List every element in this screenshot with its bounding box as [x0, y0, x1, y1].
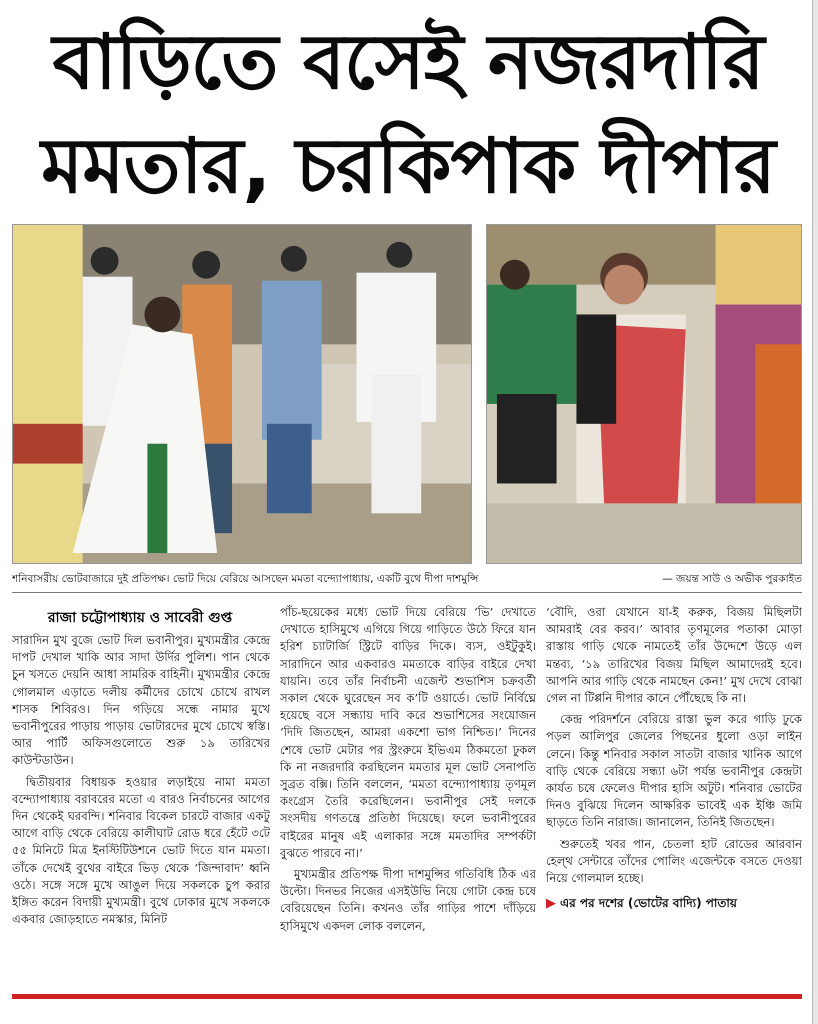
headline-line-2: মমতার, চরকিপাক দীপার — [41, 121, 775, 210]
photo-mamata-walking — [12, 224, 472, 564]
headline-line-1: বাড়িতে বসেই নজরদারি — [52, 17, 764, 106]
photo-deepa-booth — [486, 224, 802, 564]
headline — [8, 10, 808, 218]
page-edge — [812, 0, 818, 1024]
photo-caption — [12, 570, 802, 588]
caption-text: শনিবাসরীয় ভোটবাজারে দুই প্রতিপক্ষ। ভোট দিয়ে বেরিয়ে আসছেন মমতা বন্দ্যোপাধ্যায়, একটি বুথে দীপা দাশমুন্সি — [12, 573, 479, 585]
col2-paragraph-1: পাঁচ-ছয়েকের মধ্যে ভোট দিয়ে বেরিয়ে ‘ভি’ দেখাতে দেখাতে হাসিমুখে এগিয়ে গিয়ে গাড়িতে উঠে ফিরে যান হরিশ চ্যাটার্জি স্ট্রিটে বাড়ির দিকে। ব্যস, ওইটুকুই। সারাদিনে আর একবারও মমতাকে বাড়ির বাইরে দেখা যায়নি। তবে তাঁর নির্বাচনী এজেন্ট শুভাশিস চক্রবর্তী সকাল থেকে ঘুরেছেন সব ক’টি ওয়ার্ডে। ভোট নির্বিঘ্নে হয়েছে বসে সন্ধ্যায় দাবি করে শুভাশিসের সংযোজন ‘দিদি জিতছেন, আমরা একশো ভাগ নিশ্চিত।’ দিনের শেষে ভোট মেটার পর স্ট্রংরুমে ইভিএম ঠিকমতো ঢুকল কি না নজরদারি করছিলেন মমতার মূল ভোট সেনাপতি সুব্রত বক্সি। তিনি বললেন, ‘মমতা বন্দ্যোপাধ্যায় তৃণমূল কংগ্রেস তৈরি করেছিলেন। ভবানীপুর সেই দলকে সংসদীয় গণতন্ত্রে প্রতিষ্ঠা দিয়েছে। ফলে ভবানীপুরের বাইরের মানুষ এই এলাকার সঙ্গে মমতাদির সম্পর্কটা বুঝতে পারবে না।’ — [280, 605, 536, 860]
col1-paragraph-1: সারাদিন মুখ বুজে ভোট দিল ভবানীপুর। মুখ্যমন্ত্রীর কেন্দ্রে দাপট দেখাল খাকি আর সাদা উর্দির পুলিশ। পান থেকে চুন খসতে দেয়নি আধা সামরিক বাহিনী। মুখ্যমন্ত্রীর কেন্দ্রে গোলমাল এড়াতে দলীয় কর্মীদের চোখে চোখে রাখল শাসক শিবিরও। দিন গড়িয়ে সন্ধে নামার মুখে ভবানীপুরের পাড়ায় পাড়ায় ভোটারদের মুখে চোখে স্বস্তি। আর পার্টি অফিসগুলোতে শুরু ১৯ তারিখের কাউন্টডাউন। — [12, 633, 270, 768]
col3-paragraph-2: কেন্দ্র পরিদর্শনে বেরিয়ে রাস্তা ভুল করে গাড়ি ঢুকে পড়ল আলিপুর জেলের পিছনের ধুলো ওড়া লাইন লেনে। কিন্তু শনিবার সকাল সাতটা বাজার খানিক আগে বাড়ি থেকে বেরিয়ে সন্ধ্যা ৬টা পর্যন্ত ভবানীপুর কেন্দ্রটা কার্যত চষে ফেলেও দীপার হাসি অটুট। শনিবার ভোটের দিনও বুঝিয়ে দিলেন আক্ষরিক ভাবেই এক ইঞ্চি জমি ছাড়তে তিনি নারাজ। জানালেন, তিনিই জিতছেন। — [546, 712, 802, 830]
col2-paragraph-2: মুখ্যমন্ত্রীর প্রতিপক্ষ দীপা দাশমুন্সির গতিবিধি ঠিক এর উল্টো। দিনভর নিজের এসইউভি নিয়ে গোটা কেন্দ্র চষে বেরিয়েছেন তিনি। কখনও তাঁর গাড়ির পাশে দাঁড়িয়ে হাসিমুখে একদল লোক বললেন, — [280, 867, 536, 933]
continued-on-page — [546, 895, 802, 912]
byline: রাজা চট্টোপাধ্যায় ও সাবেরী গুপ্ত — [47, 610, 233, 626]
photo-credit: — জয়ন্ত সাউ ও অভীক পুরকাইত — [662, 573, 802, 585]
col1-paragraph-2: দ্বিতীয়বার বিধায়ক হওয়ার লড়াইয়ে নামা মমতা বন্দ্যোপাধ্যায় বরাবরের মতো এ বারও নির্বাচনের আগের দিন থেকেই ঘরবন্দি। শনিবার বিকেল চারটে বাজার একটু আগে বাড়ি থেকে বেরিয়ে কালীঘাট রোড ধরে হেঁটে ৩টে ৫৫ মিনিটে মিত্র ইনস্টিটিউশনে ভোট দিতে যান মমতা। তাঁকে দেখেই বুথের বাইরে ভিড় থেকে ‘জিন্দাবাদ’ ধ্বনি ওঠে। সঙ্গে সঙ্গে মুখে আঙুল দিয়ে সকলকে চুপ করার ইঙ্গিত করেন বিদায়ী মুখ্যমন্ত্রী। বুথে ঢোকার মুখে সকলকে একবার জোড়হাতে নমস্কার, মিনিট — [12, 774, 270, 927]
article-column-2 — [280, 604, 536, 984]
bottom-red-rule — [12, 994, 802, 999]
article-column-3 — [546, 604, 802, 984]
caption-divider — [12, 592, 802, 593]
photo-left-illustration — [13, 225, 471, 563]
col3-paragraph-1: ‘বৌদি, ওরা যেখানে যা-ই করুক, বিজয় মিছিলটা আমরাই বের করব।’ আবার তৃণমূলের পতাকা মোড়া রাস্তায় গাড়ি থেকে নামতেই তাঁর উদ্দেশে উড়ে এল মন্তব্য, ‘১৯ তারিখের বিজয় মিছিল আমাদেরই হবে। আপনি আর গাড়ি থেকে নামছেন কেন!’ মুখ দেখে বোঝা গেল না টিপ্পনি দীপার কানে পৌঁছেছে কি না। — [546, 605, 802, 706]
play-arrow-icon: ▶ — [546, 896, 556, 912]
photo-right-illustration — [487, 225, 801, 563]
col3-paragraph-3: শুরুতেই খবর পান, চেতলা হাট রোডের আরবান হেল্থ সেন্টারে তাঁদের পোলিং এজেন্টকে বসতে দেওয়া নিয়ে গোলমাল হচ্ছে। — [546, 836, 802, 886]
continued-text: এর পর দশের (ভোটের বাদ্যি) পাতায় — [560, 896, 737, 911]
article-column-1 — [12, 632, 270, 984]
